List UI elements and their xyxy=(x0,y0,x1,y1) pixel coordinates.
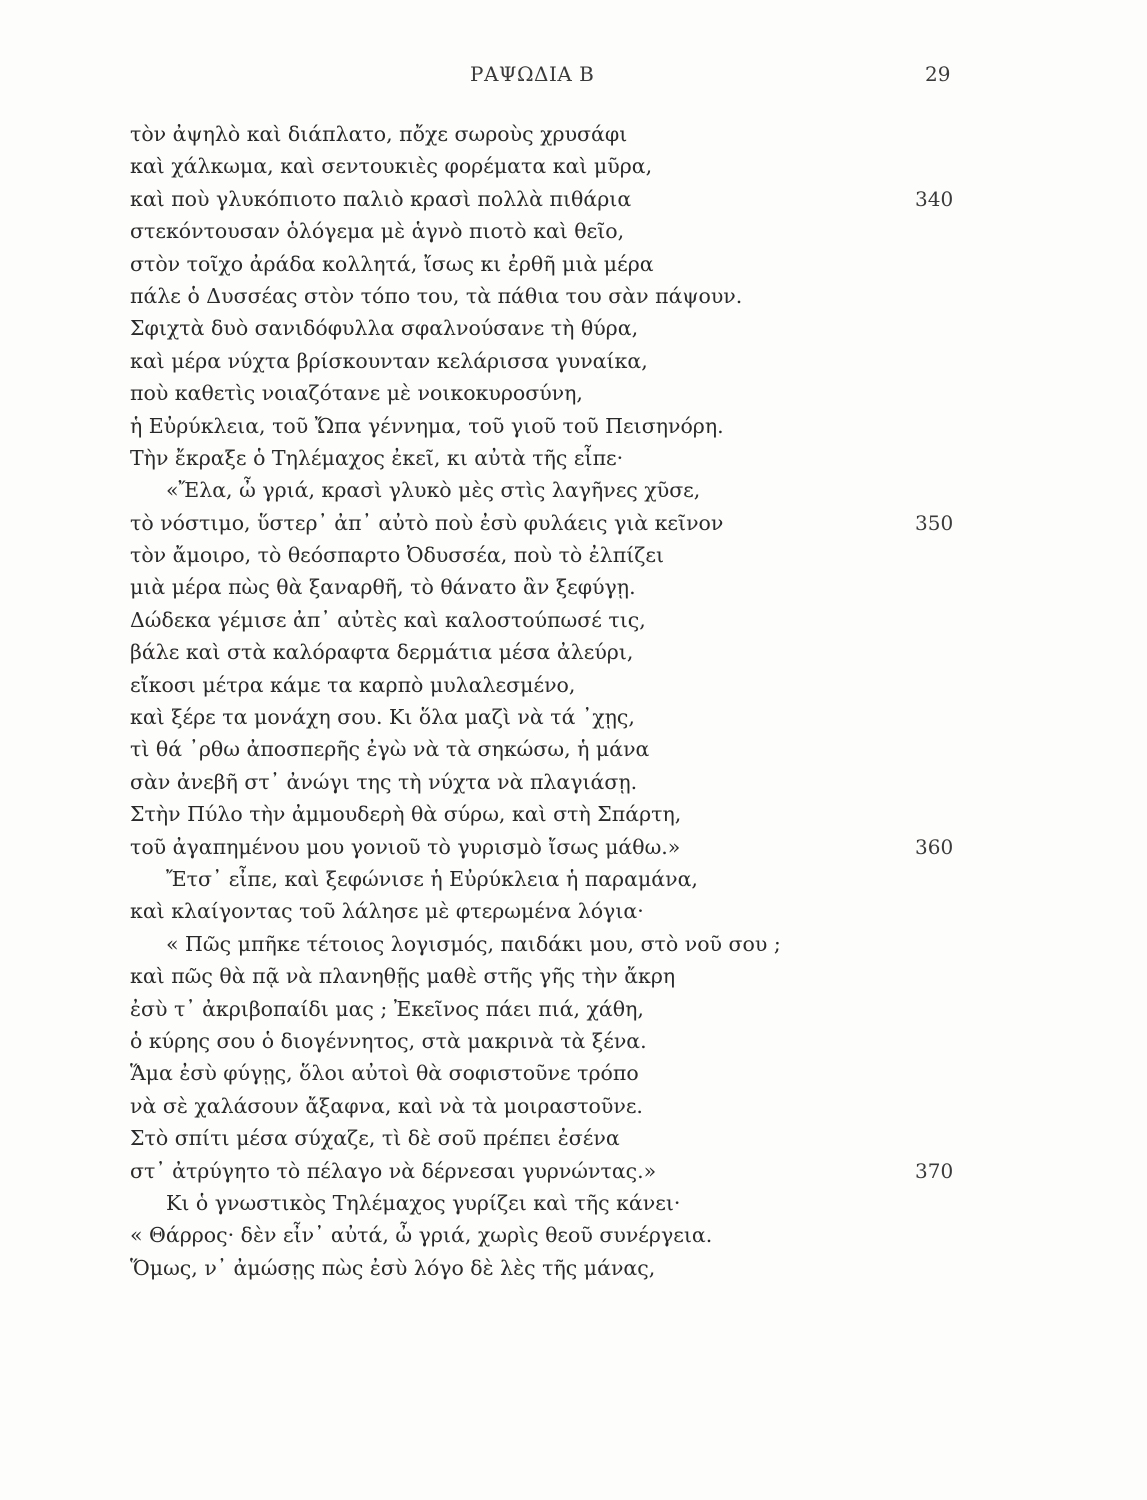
verse-line xyxy=(130,1025,990,1057)
verse-text: εἴκοσι μέτρα κάμε τα καρπὸ μυλαλεσμένο, xyxy=(130,672,576,697)
page-number: 29 xyxy=(925,62,951,86)
verse-line xyxy=(130,798,990,830)
line-number: 340 xyxy=(915,186,954,211)
verse-line xyxy=(130,1187,990,1219)
verse-line xyxy=(130,539,990,571)
verse-line xyxy=(130,1252,990,1284)
verse-line xyxy=(130,345,990,377)
verse-text: καὶ ξέρε τα μονάχη σου. Κι ὅλα μαζὶ νὰ τά ᾽χῃς, xyxy=(130,705,635,730)
verse-text: στεκόντουσαν ὁλόγεμα μὲ ἁγνὸ πιοτὸ καὶ θεῖο, xyxy=(130,219,625,244)
verse-text: Ἔτσ᾽ εἶπε, καὶ ξεφώνισε ἡ Εὐρύκλεια ἡ παραμάνα, xyxy=(166,866,698,891)
verse-text: Δώδεκα γέμισε ἀπ᾽ αὐτὲς καὶ καλοστούπωσέ τις, xyxy=(130,607,646,632)
verse-line xyxy=(130,248,990,280)
verse-line xyxy=(130,280,990,312)
verse-text: καὶ κλαίγοντας τοῦ λάλησε μὲ φτερωμένα λόγια· xyxy=(130,899,644,924)
verse-text: καὶ μέρα νύχτα βρίσκουνταν κελάρισσα γυναίκα, xyxy=(130,348,648,373)
verse-line xyxy=(130,1122,990,1154)
verse-text: τὸν ἄμοιρο, τὸ θεόσπαρτο Ὀδυσσέα, ποὺ τὸ ἐλπίζει xyxy=(130,543,665,568)
verse-text: καὶ ποὺ γλυκόπιοτο παλιὸ κρασὶ πολλὰ πιθάρια xyxy=(130,186,632,211)
verse-line xyxy=(130,1219,990,1251)
verse-text: Ὅμως, ν᾽ ἀμώσῃς πὼς ἐσὺ λόγο δὲ λὲς τῆς μάνας, xyxy=(130,1255,656,1280)
verse-text: Κι ὁ γνωστικὸς Τηλέμαχος γυρίζει καὶ τῆς κάνει· xyxy=(166,1190,681,1215)
verse-block xyxy=(130,118,990,1284)
verse-line xyxy=(130,636,990,668)
verse-text: καὶ χάλκωμα, καὶ σεντουκιὲς φορέματα καὶ μῦρα, xyxy=(130,154,653,179)
verse-line xyxy=(130,895,990,927)
verse-text: Τὴν ἔκραξε ὁ Τηλέμαχος ἐκεῖ, κι αὐτὰ τῆς εἶπε· xyxy=(130,445,624,470)
verse-text: τὸν ἀψηλὸ καὶ διάπλατο, πὄχε σωροὺς χρυσάφι xyxy=(130,122,628,146)
verse-text: τὶ θά ᾽ρθω ἀποσπερῆς ἐγὼ νὰ τὰ σηκώσω, ἡ μάνα xyxy=(130,737,650,762)
verse-line xyxy=(130,442,990,474)
line-number: 350 xyxy=(915,510,954,535)
verse-line xyxy=(130,701,990,733)
verse-text: τοῦ ἀγαπημένου μου γονιοῦ τὸ γυρισμὸ ἴσως μάθω.» xyxy=(130,834,681,859)
verse-text: βάλε καὶ στὰ καλόραφτα δερμάτια μέσα ἀλεύρι, xyxy=(130,640,634,665)
verse-text: Σφιχτὰ δυὸ σανιδόφυλλα σφαλνούσανε τὴ θύρα, xyxy=(130,316,639,341)
line-number: 370 xyxy=(915,1158,954,1183)
chapter-title: ΡΑΨΩΔΙΑ Β xyxy=(470,62,595,86)
verse-line xyxy=(130,1155,990,1187)
verse-line xyxy=(130,312,990,344)
verse-text: πάλε ὁ Δυσσέας στὸν τόπο του, τὰ πάθια του σὰν πάψουν. xyxy=(130,283,743,308)
verse-text: «Ἔλα, ὦ γριά, κρασὶ γλυκὸ μὲς στὶς λαγῆνες χῦσε, xyxy=(166,478,701,503)
verse-line xyxy=(130,1057,990,1089)
verse-line xyxy=(130,474,990,506)
verse-line xyxy=(130,669,990,701)
verse-text: « Πῶς μπῆκε τέτοιος λογισμός, παιδάκι μου, στὸ νοῦ σου ; xyxy=(166,931,781,956)
verse-line xyxy=(130,118,990,150)
verse-line xyxy=(130,993,990,1025)
verse-text: νὰ σὲ χαλάσουν ἄξαφνα, καὶ νὰ τὰ μοιραστοῦνε. xyxy=(130,1093,643,1118)
verse-line xyxy=(130,377,990,409)
verse-text: ἐσὺ τ᾽ ἀκριβοπαίδι μας ; Ἐκεῖνος πάει πιά, χάθη, xyxy=(130,996,644,1021)
verse-line xyxy=(130,863,990,895)
verse-text: στ᾽ ἀτρύγητο τὸ πέλαγο νὰ δέρνεσαι γυρνώντας.» xyxy=(130,1158,657,1183)
verse-line xyxy=(130,507,990,539)
verse-line xyxy=(130,410,990,442)
verse-line xyxy=(130,928,990,960)
verse-line xyxy=(130,733,990,765)
line-number: 360 xyxy=(915,834,954,859)
verse-line xyxy=(130,150,990,182)
verse-text: ποὺ καθετὶς νοιαζότανε μὲ νοικοκυροσύνη, xyxy=(130,381,583,406)
verse-text: σὰν ἀνεβῆ στ᾽ ἀνώγι της τὴ νύχτα νὰ πλαγιάσῃ. xyxy=(130,769,638,794)
running-head xyxy=(0,62,1147,92)
verse-text: Στὴν Πύλο τὴν ἀμμουδερὴ θὰ σύρω, καὶ στὴ Σπάρτη, xyxy=(130,802,682,827)
verse-line xyxy=(130,604,990,636)
verse-text: στὸν τοῖχο ἀράδα κολλητά, ἴσως κι ἐρθῆ μιὰ μέρα xyxy=(130,251,654,276)
verse-text: ἡ Εὐρύκλεια, τοῦ Ὤπα γέννημα, τοῦ γιοῦ τοῦ Πεισηνόρη. xyxy=(130,413,724,438)
verse-line xyxy=(130,766,990,798)
verse-text: τὸ νόστιμο, ὕστερ᾽ ἀπ᾽ αὐτὸ ποὺ ἐσὺ φυλάεις γιὰ κεῖνον xyxy=(130,510,724,535)
verse-line xyxy=(130,1090,990,1122)
verse-text: « Θάρρος· δὲν εἶν᾽ αὐτά, ὦ γριά, χωρὶς θεοῦ συνέργεια. xyxy=(130,1223,713,1248)
verse-text: Στὸ σπίτι μέσα σύχαζε, τὶ δὲ σοῦ πρέπει ἐσένα xyxy=(130,1126,620,1151)
verse-text: Ἅμα ἐσὺ φύγῃς, ὅλοι αὐτοὶ θὰ σοφιστοῦνε τρόπο xyxy=(130,1061,639,1086)
verse-line xyxy=(130,571,990,603)
verse-text: καὶ πῶς θὰ πᾷ νὰ πλανηθῇς μαθὲ στῆς γῆς τὴν ἄκρη xyxy=(130,964,676,989)
verse-line xyxy=(130,183,990,215)
verse-line xyxy=(130,960,990,992)
verse-text: ὁ κύρης σου ὁ διογέννητος, στὰ μακρινὰ τὰ ξένα. xyxy=(130,1028,647,1053)
verse-line xyxy=(130,215,990,247)
verse-text: μιὰ μέρα πὼς θὰ ξαναρθῆ, τὸ θάνατο ἂν ξεφύγῃ. xyxy=(130,575,636,600)
verse-line xyxy=(130,831,990,863)
